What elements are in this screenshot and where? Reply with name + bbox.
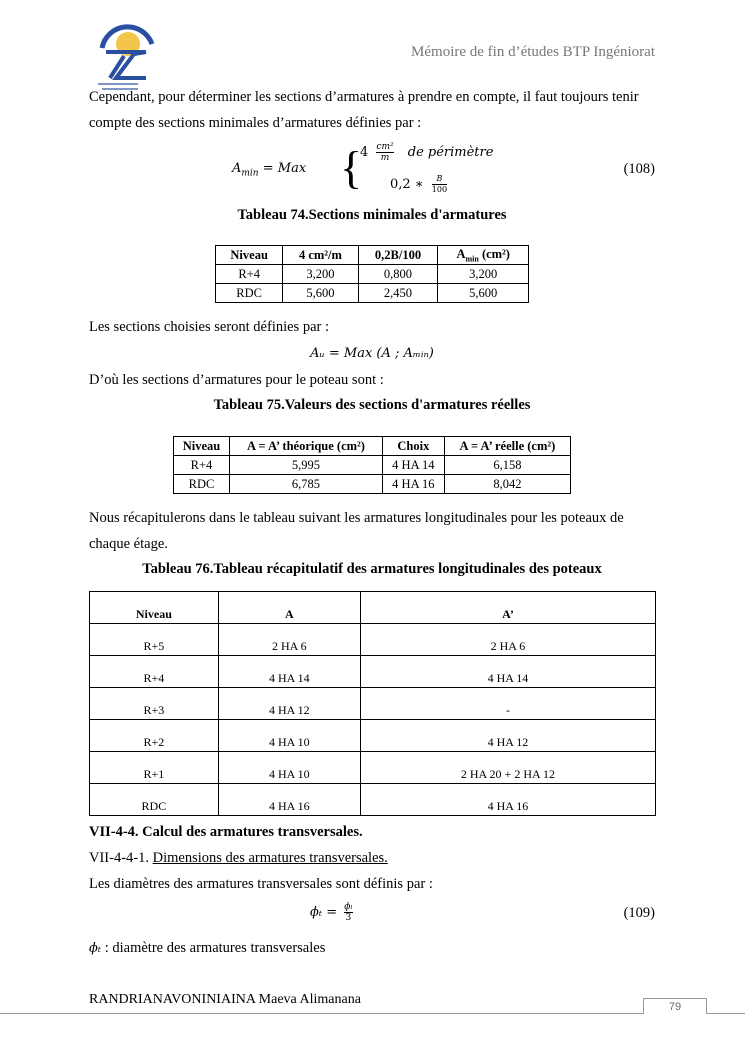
table-cell: 4 HA 10 xyxy=(218,720,360,752)
section-heading: VII-4-4. Calcul des armatures transversales. xyxy=(89,824,363,840)
table-cell: R+1 xyxy=(90,752,219,784)
table-caption: Tableau 75.Valeurs des sections d'armatures réelles xyxy=(213,397,531,413)
equation-109: ϕₜ = $\frac{\text{ϕₗ}}{3}$ xyxy=(310,902,353,923)
table-cell: 3,200 xyxy=(283,265,358,284)
header-title: Mémoire de fin d’études BTP Ingéniorat xyxy=(411,44,655,60)
column-header: Niveau xyxy=(90,592,219,624)
table-row xyxy=(90,656,656,688)
table-cell: 4 HA 14 xyxy=(382,456,444,475)
equation-108: $A_{min}$ = Max xyxy=(232,161,307,179)
table-cell: RDC xyxy=(90,784,219,816)
institution-logo xyxy=(94,14,158,94)
table-cell: 4 HA 12 xyxy=(218,688,360,720)
table-row xyxy=(216,265,529,284)
subsection-title: Dimensions des armatures transversales. xyxy=(152,850,388,866)
table-row xyxy=(90,784,656,816)
page-number: 79 xyxy=(643,998,707,1014)
table-74 xyxy=(215,245,529,303)
paragraph: D’où les sections d’armatures pour le poteau sont : xyxy=(89,372,384,388)
table-cell: R+5 xyxy=(90,624,219,656)
table-row xyxy=(90,720,656,752)
column-header: Niveau xyxy=(216,246,283,265)
table-caption: Tableau 76.Tableau récapitulatif des armatures longitudinales des poteaux xyxy=(142,561,602,577)
table-cell: 6,158 xyxy=(444,456,570,475)
table-row xyxy=(216,284,529,303)
table-cell: 3,200 xyxy=(438,265,529,284)
equation-number: (109) xyxy=(623,905,655,921)
table-header-row xyxy=(174,437,571,456)
table-cell: R+4 xyxy=(174,456,230,475)
table-cell: 5,600 xyxy=(283,284,358,303)
table-header-row xyxy=(90,592,656,624)
column-header: Niveau xyxy=(174,437,230,456)
footer-divider xyxy=(0,1013,745,1014)
brace: { xyxy=(340,142,363,193)
table-cell: 4 HA 14 xyxy=(360,656,655,688)
table-header-row xyxy=(216,246,529,265)
table-row xyxy=(174,475,571,494)
column-header: A = A’ réelle (cm²) xyxy=(444,437,570,456)
table-row xyxy=(90,752,656,784)
paragraph: Les sections choisies seront définies par : xyxy=(89,319,329,335)
table-cell: R+4 xyxy=(216,265,283,284)
table-cell: RDC xyxy=(216,284,283,303)
definition: ϕₜ : diamètre des armatures transversales xyxy=(89,940,326,956)
column-header: A’ xyxy=(360,592,655,624)
table-cell: 2 HA 6 xyxy=(360,624,655,656)
table-cell: 0,800 xyxy=(358,265,438,284)
column-header: $A_{min}$ (cm²) xyxy=(438,246,529,265)
table-cell: 4 HA 16 xyxy=(360,784,655,816)
equation-108-case1: 4 $\frac{\text{cm²}}{m}$ de périmètre xyxy=(360,142,494,163)
subsection-number: VII-4-4-1. xyxy=(89,850,153,866)
table-row xyxy=(90,624,656,656)
table-cell: 4 HA 10 xyxy=(218,752,360,784)
table-cell: 4 HA 16 xyxy=(382,475,444,494)
equation-108-case2: 0,2 ∗ $\frac{B}{100}$ xyxy=(390,174,448,194)
paragraph-line: chaque étage. xyxy=(89,536,168,552)
table-cell: - xyxy=(360,688,655,720)
table-cell: 8,042 xyxy=(444,475,570,494)
column-header: A = A’ théorique (cm²) xyxy=(229,437,382,456)
column-header: 4 cm²/m xyxy=(283,246,358,265)
equation-number: (108) xyxy=(623,161,655,177)
footer-author: RANDRIANAVONINIAINA Maeva Alimanana xyxy=(89,992,361,1007)
paragraph-line: Nous récapitulerons dans le tableau suivant les armatures longitudinales pour les poteaux de xyxy=(89,510,624,526)
equation-au: Aᵤ = Max (A ; Aₘᵢₙ) xyxy=(310,346,434,361)
table-cell: 2 HA 20 + 2 HA 12 xyxy=(360,752,655,784)
paragraph-line: Cependant, pour déterminer les sections d’armatures à prendre en compte, il faut toujours tenir xyxy=(89,89,639,105)
table-cell: 5,600 xyxy=(438,284,529,303)
table-caption: Tableau 74.Sections minimales d'armatures xyxy=(237,207,507,223)
paragraph-line: compte des sections minimales d’armatures définies par : xyxy=(89,115,422,131)
paragraph: Les diamètres des armatures transversales sont définis par : xyxy=(89,876,433,892)
table-cell: 2,450 xyxy=(358,284,438,303)
subsection-heading xyxy=(89,850,388,867)
table-cell: RDC xyxy=(174,475,230,494)
table-76 xyxy=(89,591,656,816)
table-cell: 2 HA 6 xyxy=(218,624,360,656)
table-cell: 4 HA 16 xyxy=(218,784,360,816)
table-cell: 4 HA 14 xyxy=(218,656,360,688)
column-header: Choix xyxy=(382,437,444,456)
table-row xyxy=(174,456,571,475)
table-cell: R+2 xyxy=(90,720,219,752)
table-cell: R+4 xyxy=(90,656,219,688)
column-header: A xyxy=(218,592,360,624)
table-cell: 5,995 xyxy=(229,456,382,475)
table-cell: R+3 xyxy=(90,688,219,720)
column-header: 0,2B/100 xyxy=(358,246,438,265)
table-row xyxy=(90,688,656,720)
table-cell: 4 HA 12 xyxy=(360,720,655,752)
table-cell: 6,785 xyxy=(229,475,382,494)
table-75 xyxy=(173,436,571,494)
